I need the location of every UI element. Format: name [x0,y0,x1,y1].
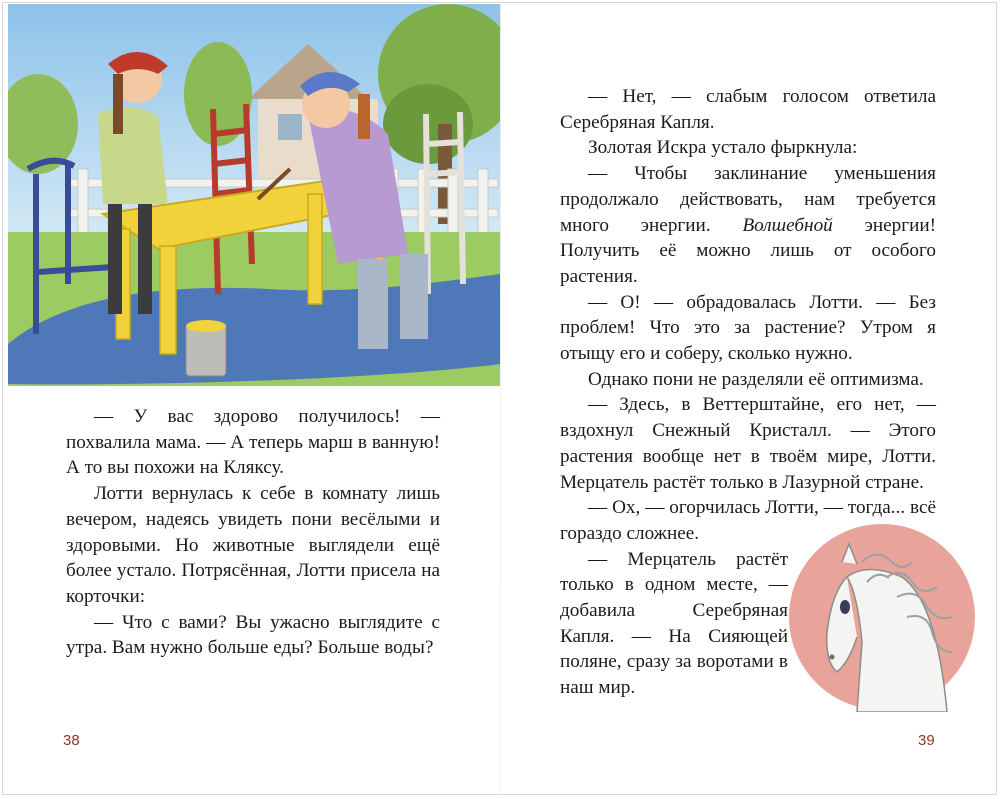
paragraph: — Что с вами? Вы ужасно выглядите с утра. Вам нужно больше еды? Больше воды? [66,611,440,659]
illustration-painting-table [8,4,500,386]
paragraph: Однако пони не разделяли её оптимизма. [588,368,924,390]
paragraph: — У вас здорово получилось! — похвалила мама. — А теперь марш в ванную! А то вы похожи на Кляксу. [66,406,440,479]
paragraph: — О! — обрадовалась Лотти. — Без проблем! Что это за растение? Утром я отыщу его и соберу, сколько нужно. [560,291,936,365]
paragraph-text: энергии! Получить её можно лишь от особого растения. [560,214,936,287]
paragraph-text: — Чтобы заклинание уменьшения продолжало действовать, нам требуется много энергии. [560,163,936,236]
paragraph [560,161,936,290]
emphasis-text: Волшебной [742,214,833,236]
paragraph: — Ох, — огорчилась Лотти, — тогда... всё гораздо сложнее. [560,497,936,544]
paragraph: — Мерцатель растёт только в одном месте, — добавила Серебряная Капля. — На Сияющей поляне, сразу за воротами в наш мир. [560,548,788,699]
paragraph: Золотая Искра устало фыркнула: [588,137,858,159]
page-number-right: 39 [918,732,935,749]
paragraph: — Здесь, в Веттерштайне, его нет, — вздохнул Снежный Кристалл. — Этого растения вообще нет в твоём мире, Лотти. Мерцатель растёт только в Лазурной стране. [560,394,936,493]
paragraph: — Нет, — слабым голосом ответила Серебряная Капля. [560,86,936,133]
page-number-left: 38 [63,732,80,749]
paragraph: Лотти вернулась к себе в комнату лишь вечером, надеясь увидеть пони весёлыми и здоровыми. Но животные выглядели ещё более устало. Потрясённая, Лотти присела на корточки: [66,483,440,607]
left-page-text [66,404,440,661]
book-gutter [500,3,501,795]
pony-illustration [787,522,977,712]
